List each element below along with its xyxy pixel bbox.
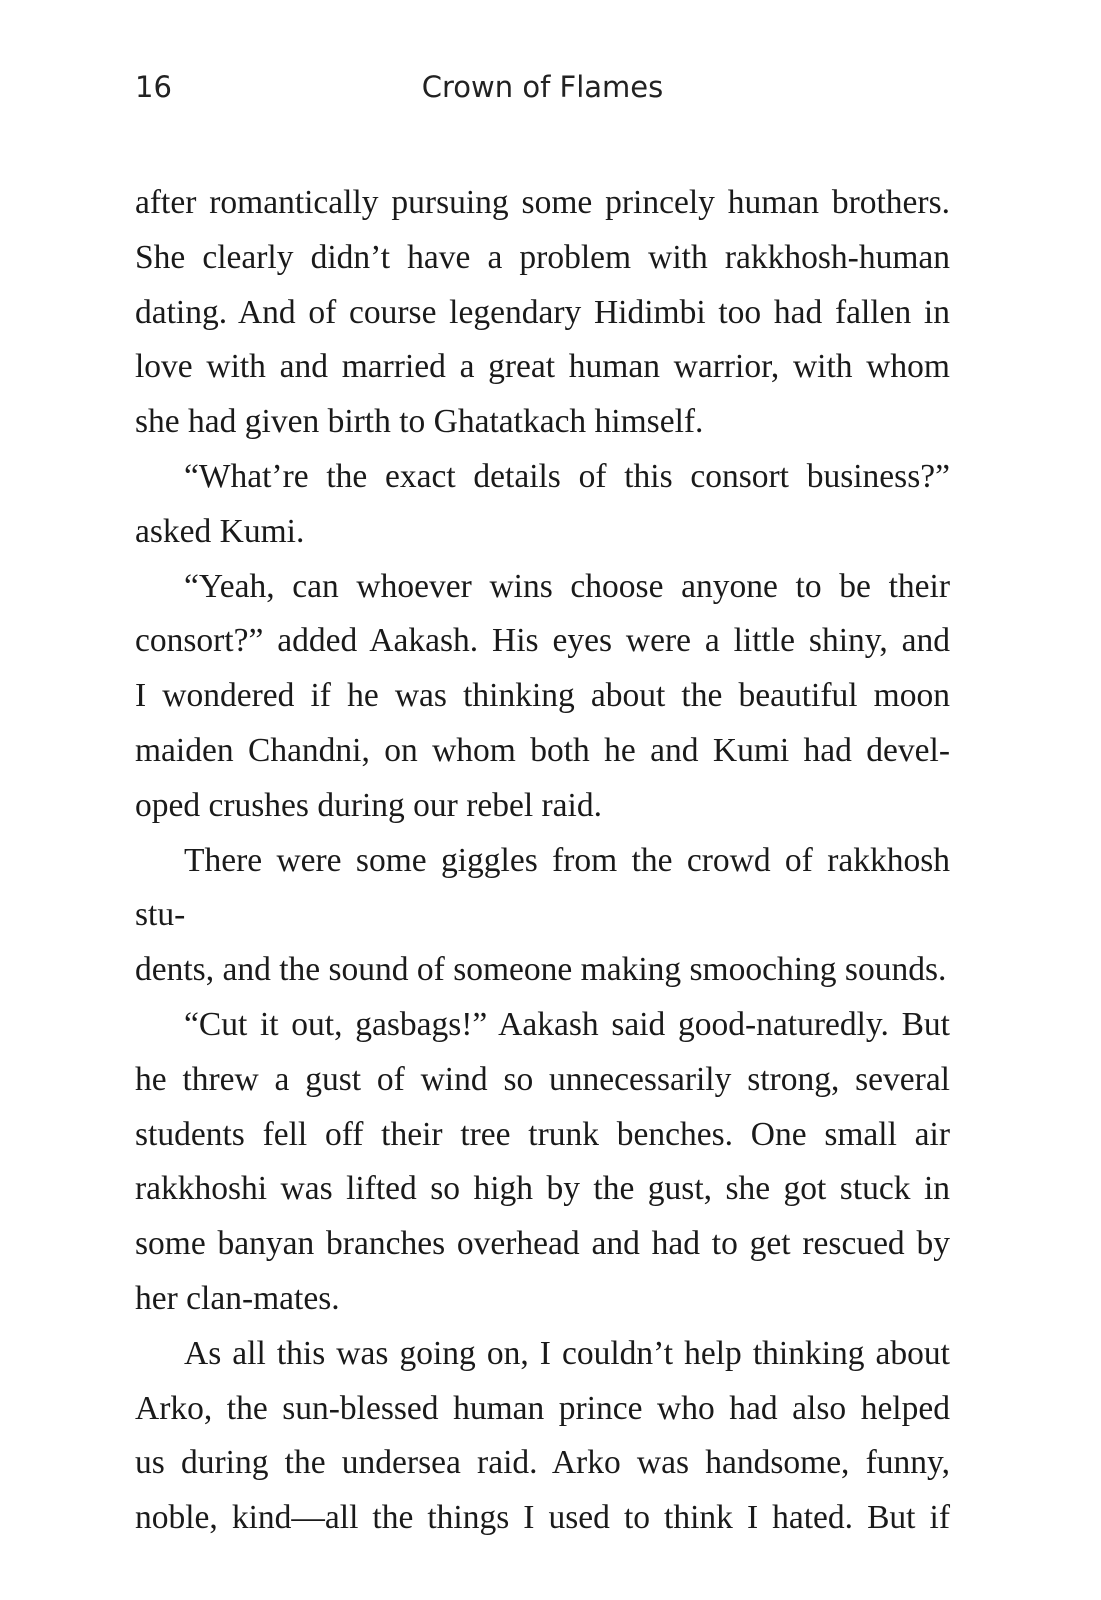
text-line: There were some giggles from the crowd of rakkhosh stu-: [135, 841, 950, 934]
paragraph: [135, 1327, 950, 1546]
text-line: love with and married a great human warrior, with whom: [135, 348, 950, 386]
text-line: maiden Chandni, on whom both he and Kumi had devel-: [135, 731, 950, 769]
text-line: dating. And of course legendary Hidimbi too had fallen in: [135, 293, 950, 331]
text-line: after romantically pursuing some princely human brothers.: [135, 184, 950, 221]
text-line: Arko, the sun-blessed human prince who had also helped: [135, 1389, 950, 1427]
book-title: Crown of Flames: [421, 70, 664, 104]
text-line: us during the undersea raid. Arko was handsome, funny,: [135, 1444, 950, 1482]
text-line: he threw a gust of wind so unnecessarily strong, several: [135, 1060, 950, 1098]
text-line: As all this was going on, I couldn’t help thinking about: [184, 1334, 950, 1372]
body-text: [135, 176, 950, 1546]
text-line: asked Kumi.: [135, 512, 305, 550]
text-line: consort?” added Aakash. His eyes were a little shiny, and: [135, 622, 950, 660]
page-number: 16: [135, 70, 172, 104]
text-line: She clearly didn’t have a problem with rakkhosh-human: [135, 238, 950, 276]
text-line: her clan-mates.: [135, 1279, 340, 1317]
paragraph-continuation: [135, 176, 950, 450]
text-line: some banyan branches overhead and had to get rescued by: [135, 1225, 950, 1263]
text-line: rakkhoshi was lifted so high by the gust, she got stuck in: [135, 1170, 950, 1208]
text-line: she had given birth to Ghatatkach himself.: [135, 403, 704, 441]
text-line: “What’re the exact details of this consort business?”: [184, 457, 950, 495]
paragraph: [135, 998, 950, 1327]
text-line: “Cut it out, gasbags!” Aakash said good-naturedly. But: [184, 1005, 950, 1043]
text-line: dents, and the sound of someone making smooching sounds.: [135, 951, 947, 989]
text-line: noble, kind—all the things I used to think I hated. But if: [135, 1499, 950, 1537]
text-line: oped crushes during our rebel raid.: [135, 786, 602, 824]
text-line: I wondered if he was thinking about the beautiful moon: [135, 677, 950, 715]
text-line: “Yeah, can whoever wins choose anyone to be their: [184, 567, 950, 605]
paragraph: [135, 560, 950, 834]
paragraph: [135, 450, 950, 560]
text-line: students fell off their tree trunk benches. One small air: [135, 1115, 950, 1153]
paragraph: [135, 834, 950, 998]
running-header: [135, 70, 950, 110]
